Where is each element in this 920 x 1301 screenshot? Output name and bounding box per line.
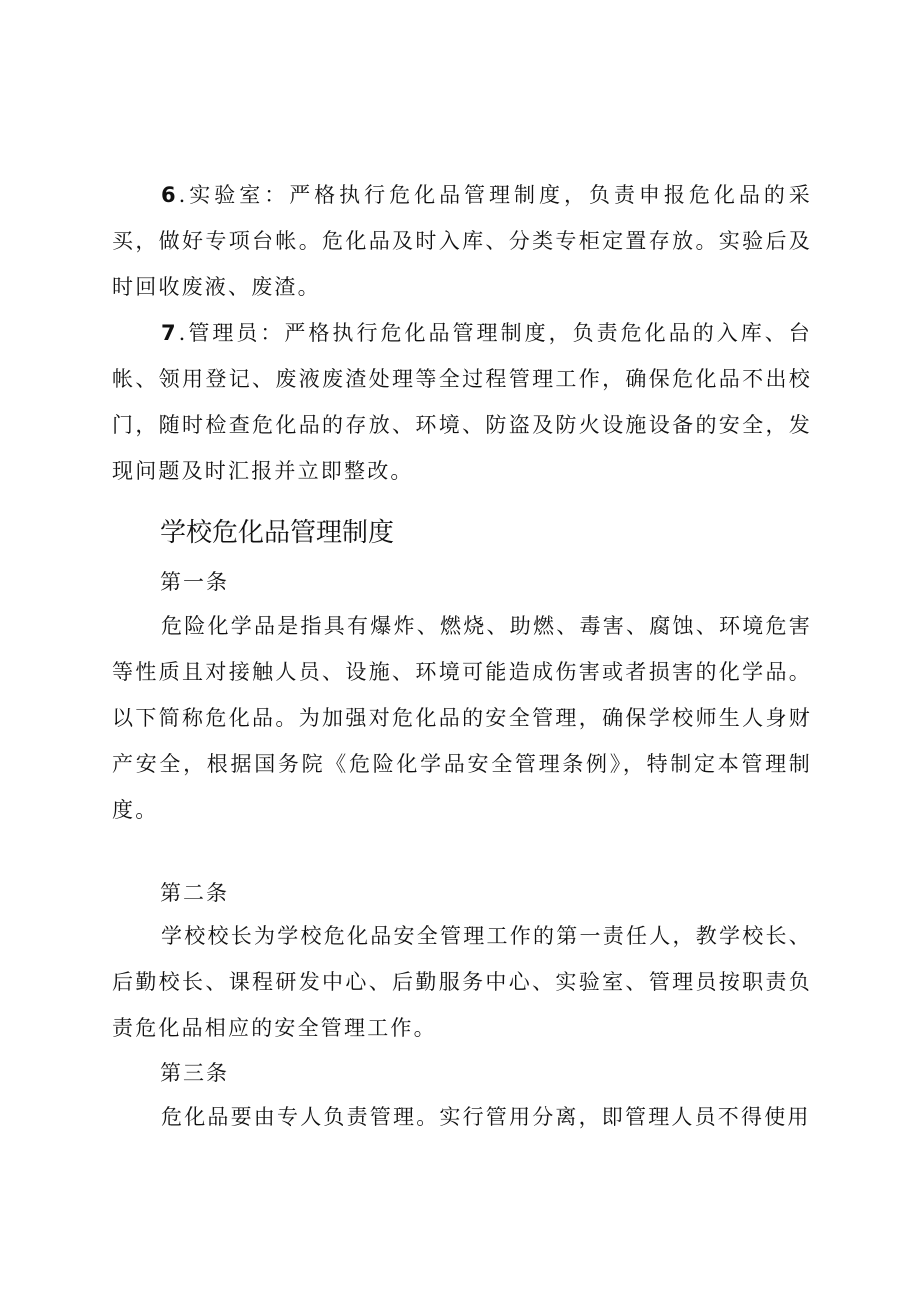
item-6-text: .实验室：严格执行危化品管理制度，负责申报危化品的采买，做好专项台帐。危化品及时入库、分类专柜定置存放。实验后及时回收废液、废渣。 [112, 183, 812, 299]
item-7-paragraph [112, 310, 812, 494]
article-1-heading: 第一条 [160, 570, 229, 594]
article-2-heading: 第二条 [160, 881, 229, 905]
article-2-body: 学校校长为学校危化品安全管理工作的第一责任人，教学校长、后勤校长、课程研发中心、后勤服务中心、实验室、管理员按职责负责危化品相应的安全管理工作。 [112, 924, 812, 1040]
item-7-text: .管理员：严格执行危化品管理制度，负责危化品的入库、台帐、领用登记、废液废渣处理等全过程管理工作，确保危化品不出校门，随时检查危化品的存放、环境、防盗及防火设施设备的安全，发现问题及时汇报并立即整改。 [112, 321, 812, 483]
item-6-number: 6 [161, 183, 179, 207]
article-1-body: 危险化学品是指具有爆炸、燃烧、助燃、毒害、腐蚀、环境危害等性质且对接触人员、设施、环境可能造成伤害或者损害的化学品。以下简称危化品。为加强对危化品的安全管理，确保学校师生人身财产安全，根据国务院《危险化学品安全管理条例》，特制定本管理制度。 [112, 614, 812, 822]
item-7-number: 7 [161, 321, 179, 345]
item-6-paragraph [112, 172, 812, 310]
article-3-heading: 第三条 [160, 1061, 229, 1085]
article-3-body: 危化品要由专人负责管理。实行管用分离，即管理人员不得使用 [161, 1105, 811, 1129]
section-title: 学校危化品管理制度 [160, 518, 395, 548]
